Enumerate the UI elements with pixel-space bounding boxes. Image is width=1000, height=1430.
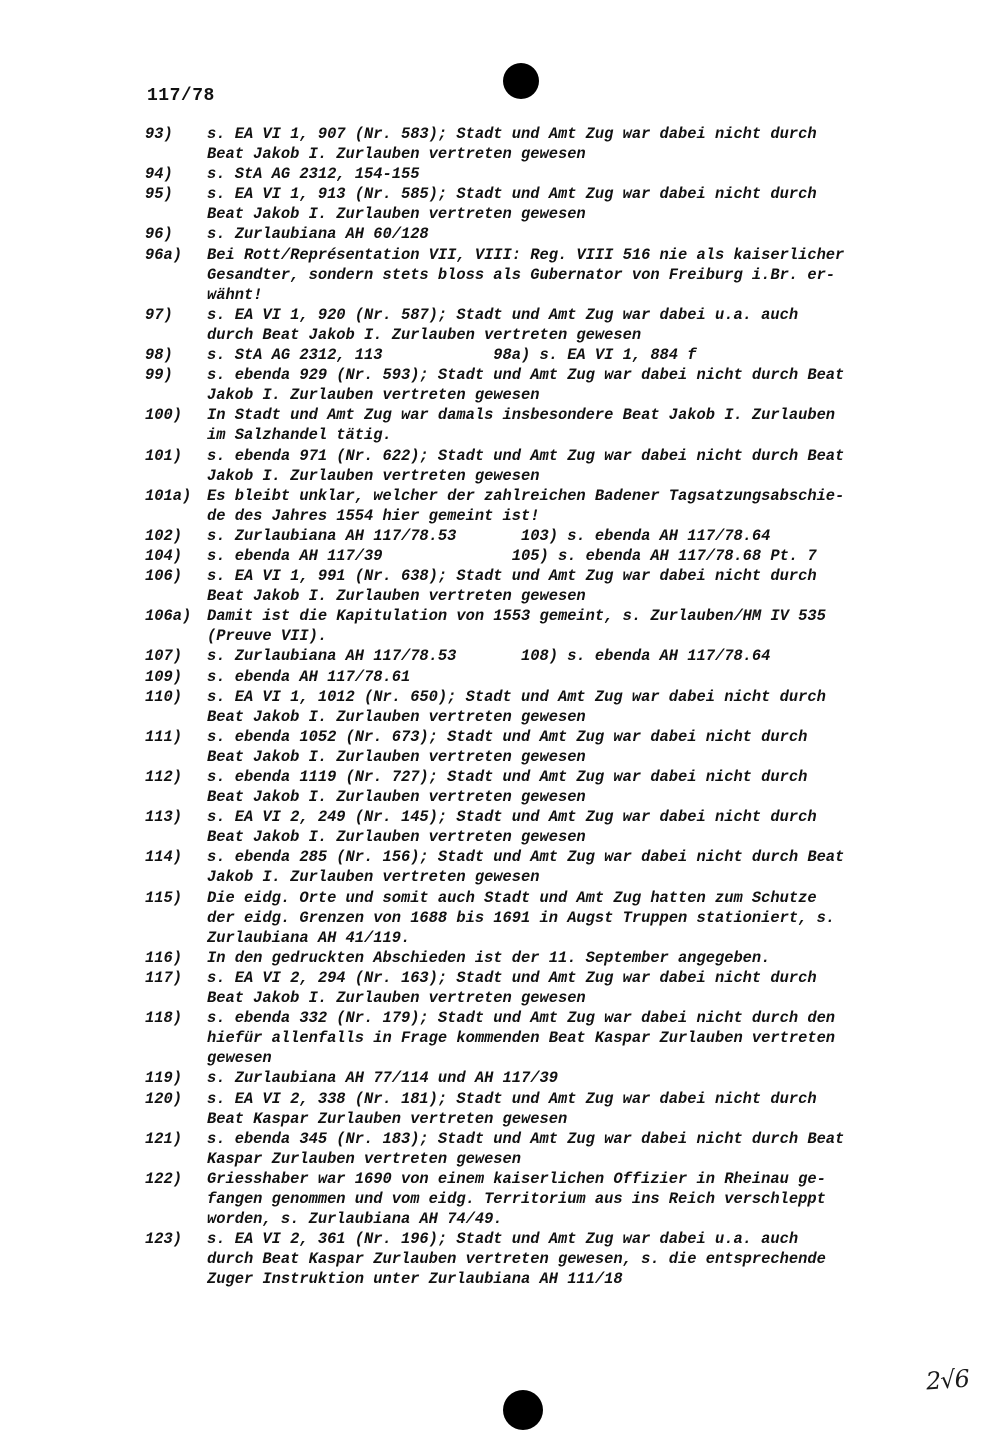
footnote-text (207, 968, 915, 1008)
footnote-line: s. Zurlaubiana AH 117/78.53 108) s. ebenda AH 117/78.64 (207, 647, 771, 666)
footnote-text (207, 646, 915, 666)
footnote (145, 646, 915, 666)
footnote (145, 245, 915, 305)
footnote-text (207, 667, 915, 687)
footnote-text (207, 1008, 915, 1068)
footnote-line: s. EA VI 1, 907 (Nr. 583); Stadt und Amt Zug war dabei nicht durch (207, 125, 817, 143)
footnote-text (207, 1169, 915, 1229)
footnote-text (207, 224, 915, 244)
footnote (145, 305, 915, 345)
footnote-text (207, 948, 915, 968)
footnote-number: 111) (145, 727, 182, 746)
footnote (145, 546, 915, 566)
footnote (145, 1229, 915, 1289)
footnote-number: 120) (145, 1089, 182, 1108)
footnote (145, 526, 915, 546)
footnote-text (207, 486, 915, 526)
footnote (145, 767, 915, 807)
footnote-line: Beat Jakob I. Zurlauben vertreten gewesen (207, 205, 586, 224)
footnote-line: s. Zurlaubiana AH 77/114 und AH 117/39 (207, 1069, 558, 1088)
footnote-text (207, 1129, 915, 1169)
footnote-number: 114) (145, 848, 182, 867)
footnote-number: 106a) (145, 607, 192, 626)
footnote-text (207, 164, 915, 184)
footnote-line: Beat Jakob I. Zurlauben vertreten gewesen (207, 587, 586, 606)
footnote-line: s. EA VI 1, 920 (Nr. 587); Stadt und Amt Zug war dabei u.a. auch (207, 305, 799, 324)
footnote (145, 405, 915, 445)
footnote-line: Beat Jakob I. Zurlauben vertreten gewesen (207, 788, 586, 807)
footnote-line: Beat Jakob I. Zurlauben vertreten gewesen (207, 707, 586, 726)
footnote-text (207, 526, 915, 546)
footnote-line: s. Zurlaubiana AH 60/128 (207, 225, 429, 244)
handwritten-page-number: 2√6 (925, 1364, 970, 1396)
footnote-text (207, 305, 915, 345)
footnote-line: worden, s. Zurlaubiana AH 74/49. (207, 1210, 503, 1229)
footnote-line: s. ebenda 332 (Nr. 179); Stadt und Amt Zug war dabei nicht durch den (207, 1009, 836, 1028)
footnote (145, 606, 915, 646)
footnote-line: Griesshaber war 1690 von einem kaiserlichen Offizier in Rheinau ge- (207, 1169, 826, 1188)
footnote-line: s. EA VI 2, 249 (Nr. 145); Stadt und Amt Zug war dabei nicht durch (207, 808, 817, 827)
footnote-line: gewesen (207, 1049, 272, 1068)
footnote-line: Jakob I. Zurlauben vertreten gewesen (207, 386, 540, 405)
footnote (145, 948, 915, 968)
footnote-line: (Preuve VII). (207, 627, 328, 646)
footnote-line: Jakob I. Zurlauben vertreten gewesen (207, 868, 540, 887)
footnote-line: hiefür allenfalls in Frage kommenden Beat Kaspar Zurlauben vertreten (207, 1029, 836, 1048)
footnote (145, 345, 915, 365)
footnote-number: 122) (145, 1169, 182, 1188)
footnote-line: Zurlaubiana AH 41/119. (207, 928, 411, 947)
footnote-number: 96) (145, 225, 173, 244)
footnote (145, 807, 915, 847)
footnote-line: Beat Jakob I. Zurlauben vertreten gewesen (207, 145, 586, 164)
footnote-number: 106) (145, 567, 182, 586)
punch-hole-bottom (503, 1390, 543, 1430)
footnote-line: Jakob I. Zurlauben vertreten gewesen (207, 466, 540, 485)
footnote-line: Die eidg. Orte und somit auch Stadt und Amt Zug hatten zum Schutze (207, 888, 817, 907)
footnote-number: 98) (145, 346, 173, 365)
footnote-line: s. ebenda 971 (Nr. 622); Stadt und Amt Zug war dabei nicht durch Beat (207, 446, 845, 465)
footnote (145, 687, 915, 727)
footnote (145, 1068, 915, 1088)
footnote-line: Damit ist die Kapitulation von 1553 gemeint, s. Zurlauben/HM IV 535 (207, 607, 826, 626)
footnote-line: s. ebenda 345 (Nr. 183); Stadt und Amt Zug war dabei nicht durch Beat (207, 1129, 845, 1148)
footnote-line: Beat Jakob I. Zurlauben vertreten gewesen (207, 747, 586, 766)
footnote-text (207, 767, 915, 807)
footnote-line: s. EA VI 1, 1012 (Nr. 650); Stadt und Amt Zug war dabei nicht durch (207, 687, 826, 706)
footnote-text (207, 546, 915, 566)
footnote-line: im Salzhandel tätig. (207, 426, 392, 445)
footnote-number: 102) (145, 526, 182, 545)
footnote-line: In Stadt und Amt Zug war damals insbesondere Beat Jakob I. Zurlauben (207, 406, 836, 425)
footnote (145, 164, 915, 184)
footnote-text (207, 1229, 915, 1289)
footnote-line: s. ebenda 1052 (Nr. 673); Stadt und Amt Zug war dabei nicht durch (207, 727, 808, 746)
footnote-text (207, 124, 915, 164)
footnote-number: 101) (145, 446, 182, 465)
footnote-line: fangen genommen und vom eidg. Territorium aus ins Reich verschleppt (207, 1189, 826, 1208)
footnote-text (207, 566, 915, 606)
footnote-number: 107) (145, 647, 182, 666)
page-header: 117/78 (147, 86, 215, 106)
footnote-text (207, 1089, 915, 1129)
footnote-list (145, 124, 915, 1289)
footnote (145, 727, 915, 767)
footnote-text (207, 1068, 915, 1088)
footnote-line: Gesandter, sondern stets bloss als Gubernator von Freiburg i.Br. er- (207, 265, 836, 284)
footnote-number: 119) (145, 1069, 182, 1088)
footnote (145, 968, 915, 1008)
footnote-text (207, 687, 915, 727)
footnote-text (207, 727, 915, 767)
footnote-number: 94) (145, 165, 173, 184)
footnote-line: Zuger Instruktion unter Zurlaubiana AH 111/18 (207, 1270, 623, 1289)
footnote-number: 104) (145, 546, 182, 565)
footnote-text (207, 245, 915, 305)
footnote-text (207, 365, 915, 405)
footnote-text (207, 847, 915, 887)
footnote-line: s. StA AG 2312, 113 98a) s. EA VI 1, 884 f (207, 346, 697, 365)
footnote-line: s. ebenda AH 117/39 105) s. ebenda AH 117/78.68 Pt. 7 (207, 546, 817, 565)
footnote-text (207, 606, 915, 646)
footnote-line: s. EA VI 2, 294 (Nr. 163); Stadt und Amt Zug war dabei nicht durch (207, 968, 817, 987)
footnote-line: s. StA AG 2312, 154-155 (207, 165, 420, 184)
footnote (145, 1008, 915, 1068)
footnote-text (207, 345, 915, 365)
footnote (145, 1089, 915, 1129)
footnote-number: 100) (145, 406, 182, 425)
footnote (145, 184, 915, 224)
footnote-line: Beat Jakob I. Zurlauben vertreten gewesen (207, 989, 586, 1008)
footnote-line: s. ebenda AH 117/78.61 (207, 667, 411, 686)
footnote-line: de des Jahres 1554 hier gemeint ist! (207, 506, 540, 525)
footnote-line: Beat Kaspar Zurlauben vertreten gewesen (207, 1109, 568, 1128)
footnote (145, 224, 915, 244)
footnote-line: wähnt! (207, 285, 263, 304)
footnote-line: In den gedruckten Abschieden ist der 11. September angegeben. (207, 948, 771, 967)
footnote (145, 1169, 915, 1229)
footnote-line: s. EA VI 1, 991 (Nr. 638); Stadt und Amt Zug war dabei nicht durch (207, 567, 817, 586)
footnote (145, 566, 915, 606)
footnote-number: 123) (145, 1230, 182, 1249)
footnote-line: durch Beat Kaspar Zurlauben vertreten gewesen, s. die entsprechende (207, 1250, 826, 1269)
punch-hole-top (503, 63, 539, 99)
footnote-number: 96a) (145, 245, 182, 264)
footnote-number: 121) (145, 1129, 182, 1148)
footnote (145, 888, 915, 948)
footnote-line: s. EA VI 1, 913 (Nr. 585); Stadt und Amt Zug war dabei nicht durch (207, 185, 817, 204)
footnote-line: s. ebenda 929 (Nr. 593); Stadt und Amt Zug war dabei nicht durch Beat (207, 366, 845, 385)
footnote-line: s. EA VI 2, 338 (Nr. 181); Stadt und Amt Zug war dabei nicht durch (207, 1089, 817, 1108)
footnote-text (207, 888, 915, 948)
footnote-number: 118) (145, 1009, 182, 1028)
footnote (145, 124, 915, 164)
footnote (145, 446, 915, 486)
footnote (145, 667, 915, 687)
footnote-number: 110) (145, 687, 182, 706)
footnote-number: 113) (145, 808, 182, 827)
footnote-line: s. Zurlaubiana AH 117/78.53 103) s. ebenda AH 117/78.64 (207, 526, 771, 545)
footnote (145, 847, 915, 887)
footnote-text (207, 184, 915, 224)
footnote-line: durch Beat Jakob I. Zurlauben vertreten gewesen (207, 325, 642, 344)
footnote-text (207, 405, 915, 445)
footnote-number: 101a) (145, 486, 192, 505)
footnote-number: 109) (145, 667, 182, 686)
footnote (145, 1129, 915, 1169)
footnote-number: 93) (145, 125, 173, 143)
footnote-line: Beat Jakob I. Zurlauben vertreten gewesen (207, 828, 586, 847)
footnote-number: 97) (145, 305, 173, 324)
footnote-line: Kaspar Zurlauben vertreten gewesen (207, 1149, 522, 1168)
footnote-number: 99) (145, 366, 173, 385)
footnote-text (207, 446, 915, 486)
footnote-line: Es bleibt unklar, welcher der zahlreichen Badener Tagsatzungsabschie- (207, 486, 845, 505)
footnote-number: 117) (145, 968, 182, 987)
footnote-number: 116) (145, 948, 182, 967)
footnote-line: s. ebenda 285 (Nr. 156); Stadt und Amt Zug war dabei nicht durch Beat (207, 848, 845, 867)
footnote-number: 95) (145, 185, 173, 204)
footnote-text (207, 807, 915, 847)
footnote (145, 486, 915, 526)
footnote-number: 115) (145, 888, 182, 907)
footnote (145, 365, 915, 405)
footnote-line: s. ebenda 1119 (Nr. 727); Stadt und Amt Zug war dabei nicht durch (207, 768, 808, 786)
footnote-line: Bei Rott/Représentation VII, VIII: Reg. VIII 516 nie als kaiserlicher (207, 245, 845, 264)
footnote-number: 112) (145, 768, 182, 786)
footnote-line: der eidg. Grenzen von 1688 bis 1691 in Augst Truppen stationiert, s. (207, 908, 836, 927)
footnote-line: s. EA VI 2, 361 (Nr. 196); Stadt und Amt Zug war dabei u.a. auch (207, 1230, 799, 1249)
